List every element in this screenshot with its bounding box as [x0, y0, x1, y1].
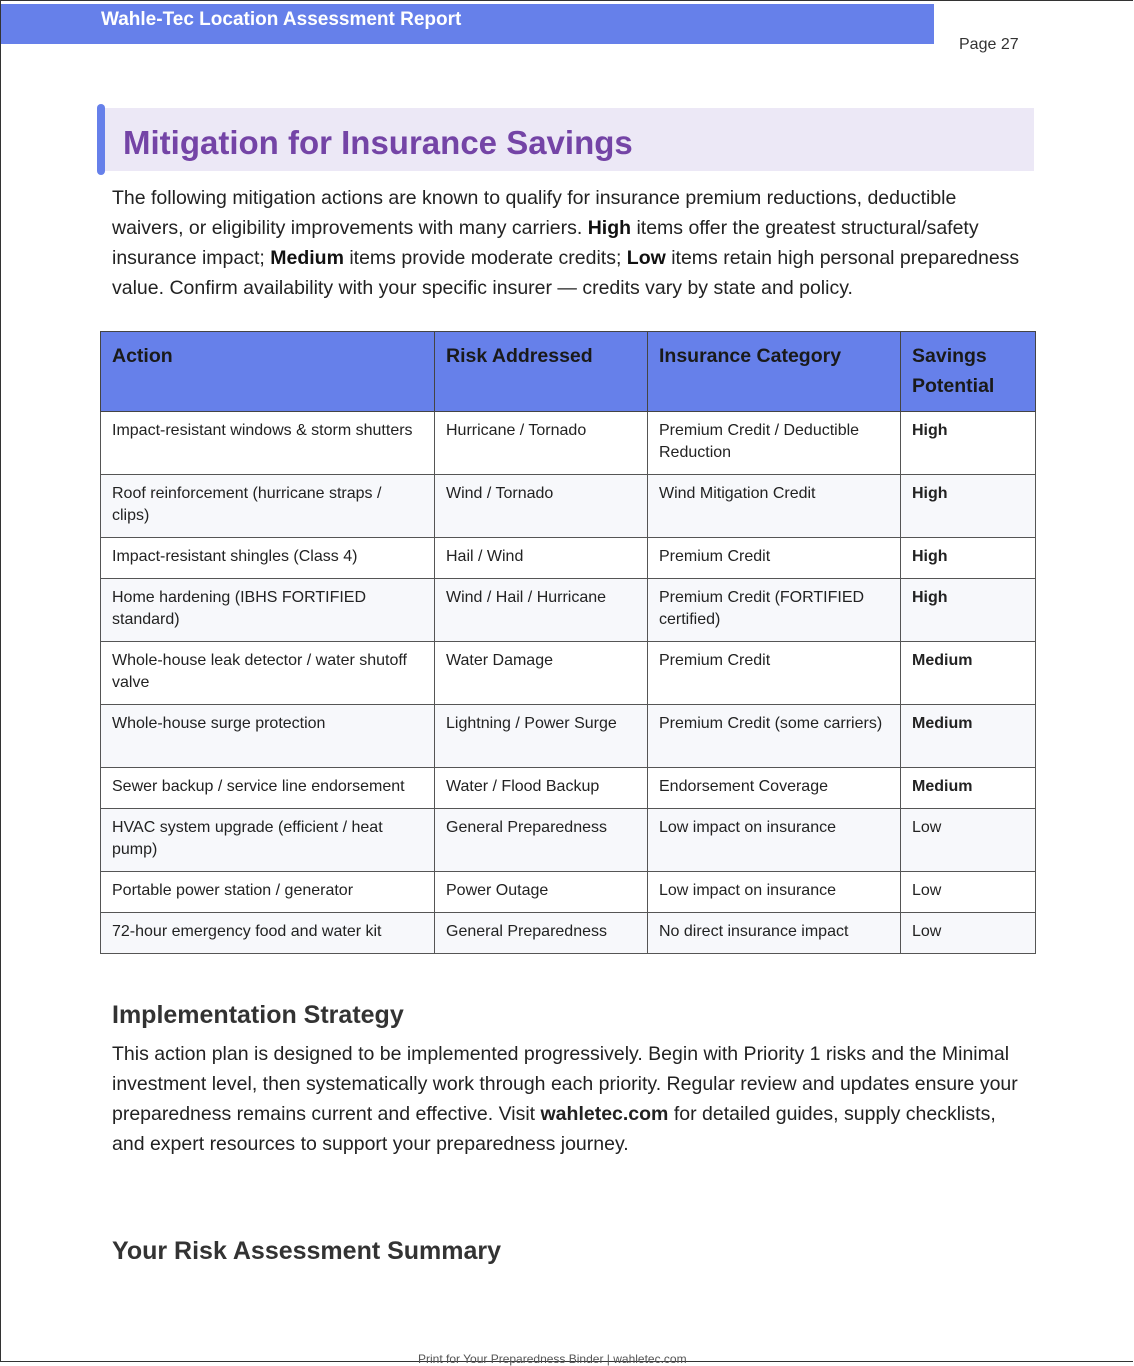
category-cell: Low impact on insurance — [648, 809, 901, 872]
paragraph-text: items provide moderate credits; — [343, 247, 627, 269]
risk-cell: General Preparedness — [435, 809, 648, 872]
action-cell: Whole-house surge protection — [101, 705, 435, 768]
table-row — [101, 642, 1036, 705]
emphasis-text: High — [587, 217, 632, 239]
report-title: Wahle-Tec Location Assessment Report — [101, 9, 462, 30]
emphasis-text: Medium — [270, 247, 344, 269]
risk-cell: Wind / Tornado — [435, 475, 648, 538]
savings-cell: Low — [901, 809, 1036, 872]
category-cell: Premium Credit (some carriers) — [648, 705, 901, 768]
table-header-row — [101, 332, 1036, 412]
action-cell: Impact-resistant shingles (Class 4) — [101, 538, 435, 579]
column-header: Savings Potential — [901, 332, 1036, 412]
savings-cell: High — [901, 412, 1036, 475]
risk-cell: Wind / Hail / Hurricane — [435, 579, 648, 642]
paragraph-text: This action plan is designed to be implemented progressively. Begin with Priority 1 risks and the Minimal investment level, then systematically work through each priority. Regular review and updates ensure your preparedness remains current and effective. Visit — [112, 1043, 1018, 1125]
action-cell: Impact-resistant windows & storm shutters — [101, 412, 435, 475]
table-row — [101, 913, 1036, 954]
paragraph-text: for detailed guides, supply checklists, and expert resources to support your preparedness journey. — [112, 1103, 996, 1155]
section-accent-bar — [97, 104, 105, 175]
mitigation-table — [100, 331, 1036, 954]
table-row — [101, 579, 1036, 642]
risk-cell: Lightning / Power Surge — [435, 705, 648, 768]
risk-cell: Power Outage — [435, 872, 648, 913]
savings-cell: Medium — [901, 642, 1036, 705]
implementation-paragraph — [112, 1039, 1032, 1159]
category-cell: Endorsement Coverage — [648, 768, 901, 809]
risk-cell: Hurricane / Tornado — [435, 412, 648, 475]
column-header: Insurance Category — [648, 332, 901, 412]
table-row — [101, 872, 1036, 913]
savings-cell: Low — [901, 913, 1036, 954]
column-header: Risk Addressed — [435, 332, 648, 412]
category-cell: No direct insurance impact — [648, 913, 901, 954]
paragraph-text: items offer the greatest structural/safety insurance impact; — [112, 217, 979, 269]
action-cell: Whole-house leak detector / water shutoff valve — [101, 642, 435, 705]
paragraph-text: items retain high personal preparedness value. Confirm availability with your specific insurer — credits vary by state and policy. — [112, 247, 1020, 299]
table-row — [101, 705, 1036, 768]
risk-cell: Water Damage — [435, 642, 648, 705]
emphasis-text: Low — [626, 247, 666, 269]
implementation-heading: Implementation Strategy — [112, 1001, 404, 1029]
intro-paragraph — [112, 183, 1032, 303]
category-cell: Premium Credit — [648, 538, 901, 579]
risk-cell: Hail / Wind — [435, 538, 648, 579]
risk-cell: General Preparedness — [435, 913, 648, 954]
table-row — [101, 809, 1036, 872]
savings-cell: Low — [901, 872, 1036, 913]
section-title: Mitigation for Insurance Savings — [123, 124, 633, 161]
emphasis-text: wahletec.com — [540, 1103, 669, 1125]
category-cell: Premium Credit — [648, 642, 901, 705]
category-cell: Wind Mitigation Credit — [648, 475, 901, 538]
page-footer: Print for Your Preparedness Binder | wahletec.com — [418, 1352, 687, 1366]
paragraph-text: The following mitigation actions are known to qualify for insurance premium reductions, deductible waivers, or eligibility improvements with many carriers. — [112, 187, 957, 239]
action-cell: Portable power station / generator — [101, 872, 435, 913]
savings-cell: High — [901, 475, 1036, 538]
summary-heading: Your Risk Assessment Summary — [112, 1237, 502, 1265]
table-row — [101, 768, 1036, 809]
category-cell: Low impact on insurance — [648, 872, 901, 913]
table-row — [101, 538, 1036, 579]
page-number: Page 27 — [959, 36, 1019, 53]
savings-cell: High — [901, 538, 1036, 579]
action-cell: 72-hour emergency food and water kit — [101, 913, 435, 954]
action-cell: Home hardening (IBHS FORTIFIED standard) — [101, 579, 435, 642]
action-cell: Sewer backup / service line endorsement — [101, 768, 435, 809]
savings-cell: Medium — [901, 768, 1036, 809]
savings-cell: High — [901, 579, 1036, 642]
category-cell: Premium Credit / Deductible Reduction — [648, 412, 901, 475]
table-row — [101, 412, 1036, 475]
column-header: Action — [101, 332, 435, 412]
action-cell: HVAC system upgrade (efficient / heat pump) — [101, 809, 435, 872]
risk-cell: Water / Flood Backup — [435, 768, 648, 809]
action-cell: Roof reinforcement (hurricane straps / clips) — [101, 475, 435, 538]
table-row — [101, 475, 1036, 538]
savings-cell: Medium — [901, 705, 1036, 768]
category-cell: Premium Credit (FORTIFIED certified) — [648, 579, 901, 642]
